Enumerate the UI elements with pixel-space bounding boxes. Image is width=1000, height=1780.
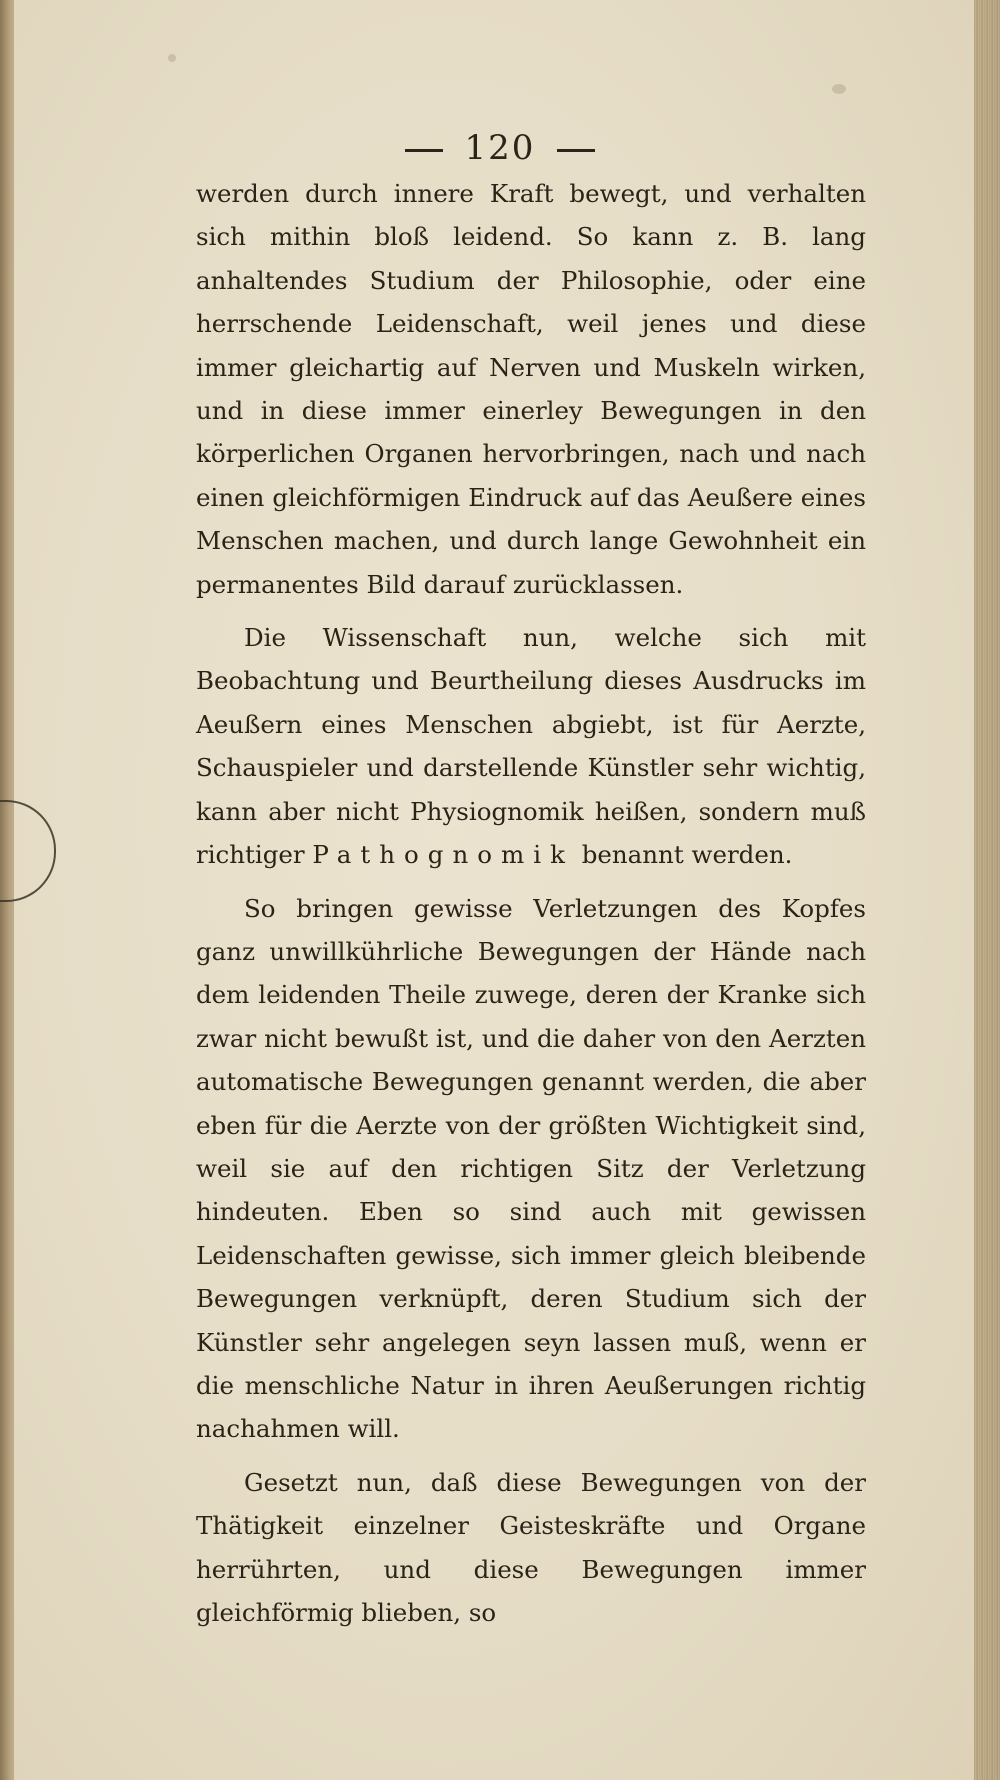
page-number: 120 — [464, 128, 536, 168]
paragraph-text: benannt werden. — [573, 840, 793, 870]
page-edge-stack — [974, 0, 1000, 1780]
paragraph-injuries: So bringen gewisse Verletzungen des Kopfes ganz unwillkührliche Bewegungen der Hände nach dem leidenden Theile zuwege, deren der Kranke sich zwar nicht bewußt ist, und die daher von den Aerzten automatische Bewegungen genannt werden, die aber eben für die Aerzte von der größten Wichtigkeit sind, weil sie auf den richtigen Sitz der Verletzung hindeuten. Eben so sind auch mit gewissen Leidenschaften gewisse, sich immer gleich bleibende Bewegungen verknüpft, deren Studium sich der Künstler sehr angelegen seyn lassen muß, wenn er die menschliche Natur in ihren Aeußerungen richtig nachahmen will. — [196, 893, 866, 1444]
paragraph-continuation: werden durch innere Kraft bewegt, und verhalten sich mithin bloß leidend. So kann z. B. lang anhaltendes Studium der Philosophie, oder eine herrschende Leidenschaft, weil jenes und diese immer gleichartig auf Nerven und Muskeln wirken, und in diese immer einerley Bewegungen in den körperlichen Organen hervorbringen, nach und nach einen gleichförmigen Eindruck auf das Aeußere eines Menschen machen, und durch lange Gewohnheit ein permanentes Bild darauf zurücklassen. — [196, 179, 866, 599]
paragraph-pathognomik — [196, 616, 866, 876]
header-dash-right — [557, 149, 595, 152]
paragraph-movements: Gesetzt nun, daß diese Bewegungen von der Thätigkeit einzelner Geisteskräfte und Organe herrührten, und diese Bewegungen immer gleichförmig blieben, so — [196, 1467, 866, 1627]
ink-smudge — [168, 54, 176, 62]
ink-smudge — [832, 84, 846, 94]
emphasized-term: Pathognomik — [312, 840, 574, 870]
page-header — [0, 128, 1000, 168]
paragraph-text: Die Wissenschaft nun, welche sich mit Beobachtung und Beurtheilung dieses Ausdrucks im Aeußern eines Menschen abgiebt, ist für Aerzte, Schauspieler und darstellende Künstler sehr wichtig, kann aber nicht Physiognomik heißen, sondern muß richtiger — [196, 623, 866, 870]
body-text — [196, 172, 866, 1644]
header-dash-left — [405, 149, 443, 152]
